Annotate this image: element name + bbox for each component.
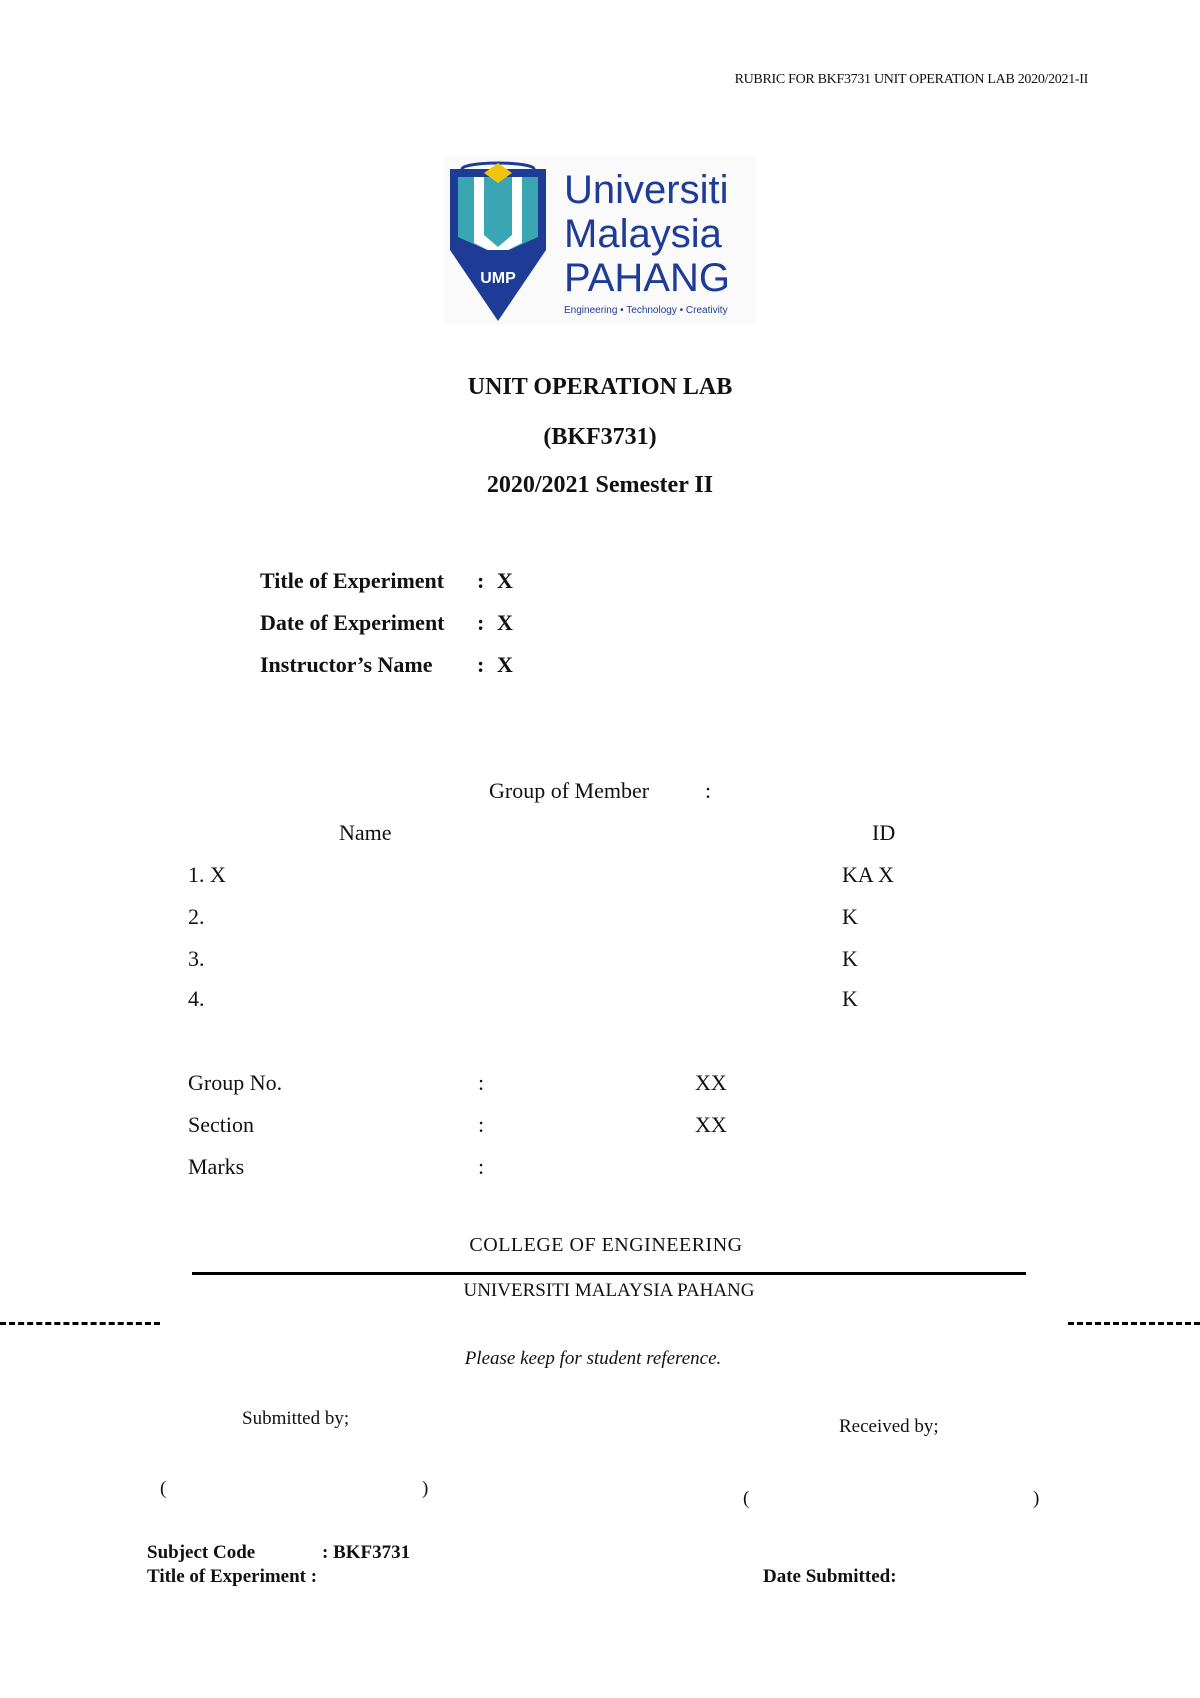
group-no-sep: : [478, 1070, 485, 1095]
university-logo [444, 155, 756, 325]
group-no-label: Group No. [188, 1070, 283, 1095]
submitted-signature-close: ) [422, 1478, 429, 1499]
member-name: 2. [188, 904, 205, 929]
university-name: UNIVERSITI MALAYSIA PAHANG [463, 1280, 755, 1301]
member-name: 4. [188, 986, 205, 1011]
id-column-header: ID [872, 820, 896, 845]
experiment-date-sep: : [477, 610, 485, 635]
logo-line2: Malaysia [564, 212, 722, 256]
member-id: K [842, 946, 858, 971]
member-name: 3. [188, 946, 205, 971]
course-semester: 2020/2021 Semester II [486, 472, 714, 498]
instructor-sep: : [477, 652, 485, 677]
experiment-date-label: Date of Experiment [260, 610, 445, 635]
course-name: UNIT OPERATION LAB [467, 374, 733, 400]
instructor-label: Instructor’s Name [260, 652, 433, 677]
cut-line-left [0, 1322, 160, 1325]
date-submitted-label: Date Submitted: [763, 1566, 897, 1587]
received-by-label: Received by; [839, 1416, 939, 1437]
subject-code-label: Subject Code [147, 1542, 256, 1563]
group-no-value: XX [695, 1070, 727, 1095]
section-sep: : [478, 1112, 485, 1137]
cut-line-right [1068, 1322, 1200, 1325]
received-signature-open: ( [743, 1488, 750, 1509]
logo-tagline: Engineering • Technology • Creativity [564, 305, 728, 316]
submitted-by-label: Submitted by; [242, 1408, 350, 1429]
logo-line1: Universiti [564, 168, 729, 212]
member-id: KA X [842, 862, 894, 887]
member-name: 1. X [188, 862, 226, 887]
experiment-date-value: X [497, 610, 513, 635]
name-column-header: Name [339, 820, 392, 845]
received-signature-close: ) [1033, 1488, 1040, 1509]
experiment-title-sep: : [477, 568, 485, 593]
college-name: COLLEGE OF ENGINEERING [469, 1234, 743, 1256]
course-code: (BKF3731) [543, 424, 657, 450]
logo-badge: UMP [480, 270, 516, 287]
group-heading-sep: : [705, 778, 712, 803]
submitted-signature-open: ( [160, 1478, 167, 1499]
slip-title-label: Title of Experiment : [147, 1566, 318, 1587]
marks-label: Marks [188, 1154, 245, 1179]
experiment-title-label: Title of Experiment [260, 568, 445, 593]
rubric-header: RUBRIC FOR BKF3731 UNIT OPERATION LAB 2020/2021-II [734, 72, 1088, 87]
member-id: K [842, 986, 858, 1011]
marks-sep: : [478, 1154, 485, 1179]
section-value: XX [695, 1112, 727, 1137]
subject-code-value: : BKF3731 [322, 1542, 411, 1563]
experiment-title-value: X [497, 568, 513, 593]
instructor-value: X [497, 652, 513, 677]
group-heading: Group of Member [489, 778, 650, 803]
logo-line3: PAHANG [564, 256, 730, 300]
divider-line [192, 1272, 1026, 1275]
reference-note: Please keep for student reference. [464, 1348, 722, 1369]
member-id: K [842, 904, 858, 929]
section-label: Section [188, 1112, 254, 1137]
